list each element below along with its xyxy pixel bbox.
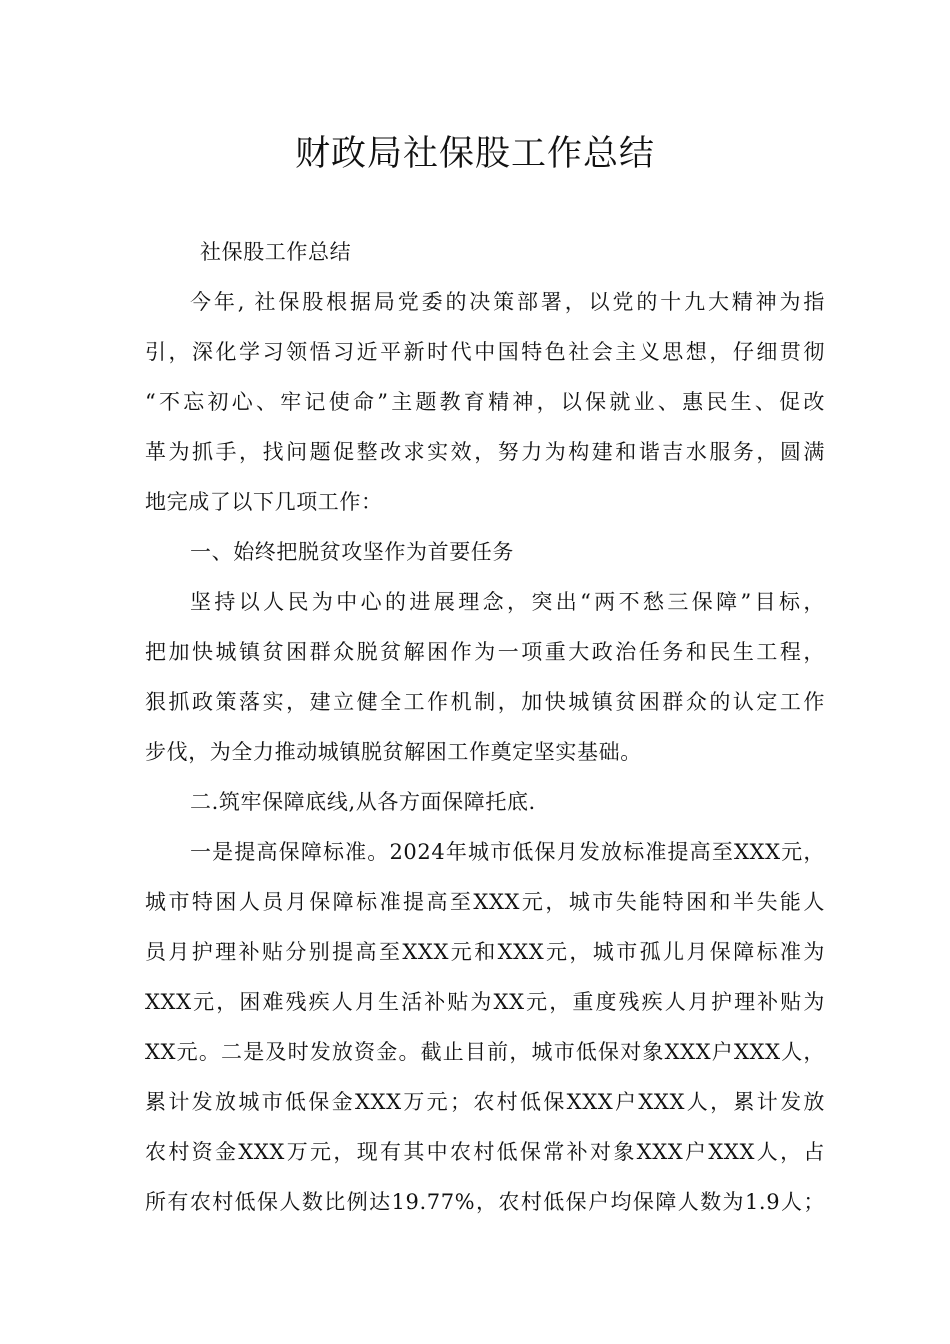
paragraph-line: XXX元，困难残疾人月生活补贴为XX元，重度残疾人月护理补贴为 — [145, 990, 825, 1014]
paragraph-line: 城市特困人员月保障标准提高至XXX元，城市失能特困和半失能人 — [145, 890, 825, 914]
paragraph-line: 员月护理补贴分别提高至XXX元和XXX元，城市孤儿月保障标准为 — [145, 940, 825, 964]
paragraph-line: 步伐，为全力推动城镇脱贫解困工作奠定坚实基础。 — [145, 740, 642, 764]
paragraph-line: 累计发放城市低保金XXX万元；农村低保XXX户XXX人，累计发放 — [145, 1090, 825, 1114]
document-title: 财政局社保股工作总结 — [294, 134, 655, 174]
paragraph-line: 狠抓政策落实，建立健全工作机制，加快城镇贫困群众的认定工作 — [145, 690, 825, 714]
paragraph-line: “不忘初心、牢记使命”主题教育精神，以保就业、惠民生、促改 — [145, 390, 825, 414]
paragraph-line: 把加快城镇贫困群众脱贫解困作为一项重大政治任务和民生工程， — [145, 640, 825, 664]
paragraph-line: 引，深化学习领悟习近平新时代中国特色社会主义思想，仔细贯彻 — [145, 340, 825, 364]
subtitle-line: 社保股工作总结 — [200, 240, 352, 264]
paragraph-line: 今年, 社保股根据局党委的决策部署，以党的十九大精神为指 — [190, 290, 825, 314]
paragraph-line: 所有农村低保人数比例达19.77%，农村低保户均保障人数为1.9人； — [145, 1190, 825, 1214]
section-heading: 一、始终把脱贫攻坚作为首要任务 — [190, 540, 514, 564]
paragraph-line: 农村资金XXX万元，现有其中农村低保常补对象XXX户XXX人，占 — [145, 1140, 825, 1164]
paragraph-line: 地完成了以下几项工作： — [145, 490, 383, 514]
paragraph-line: XX元。二是及时发放资金。截止目前，城市低保对象XXX户XXX人， — [145, 1040, 825, 1064]
section-heading: 二.筑牢保障底线,从各方面保障托底. — [190, 790, 536, 814]
paragraph-line: 革为抓手，找问题促整改求实效，努力为构建和谐吉水服务，圆满 — [145, 440, 825, 464]
paragraph-line: 一是提高保障标准。2024年城市低保月发放标准提高至XXX元， — [190, 840, 825, 864]
paragraph-line: 坚持以人民为中心的进展理念，突出“两不愁三保障”目标， — [190, 590, 825, 614]
